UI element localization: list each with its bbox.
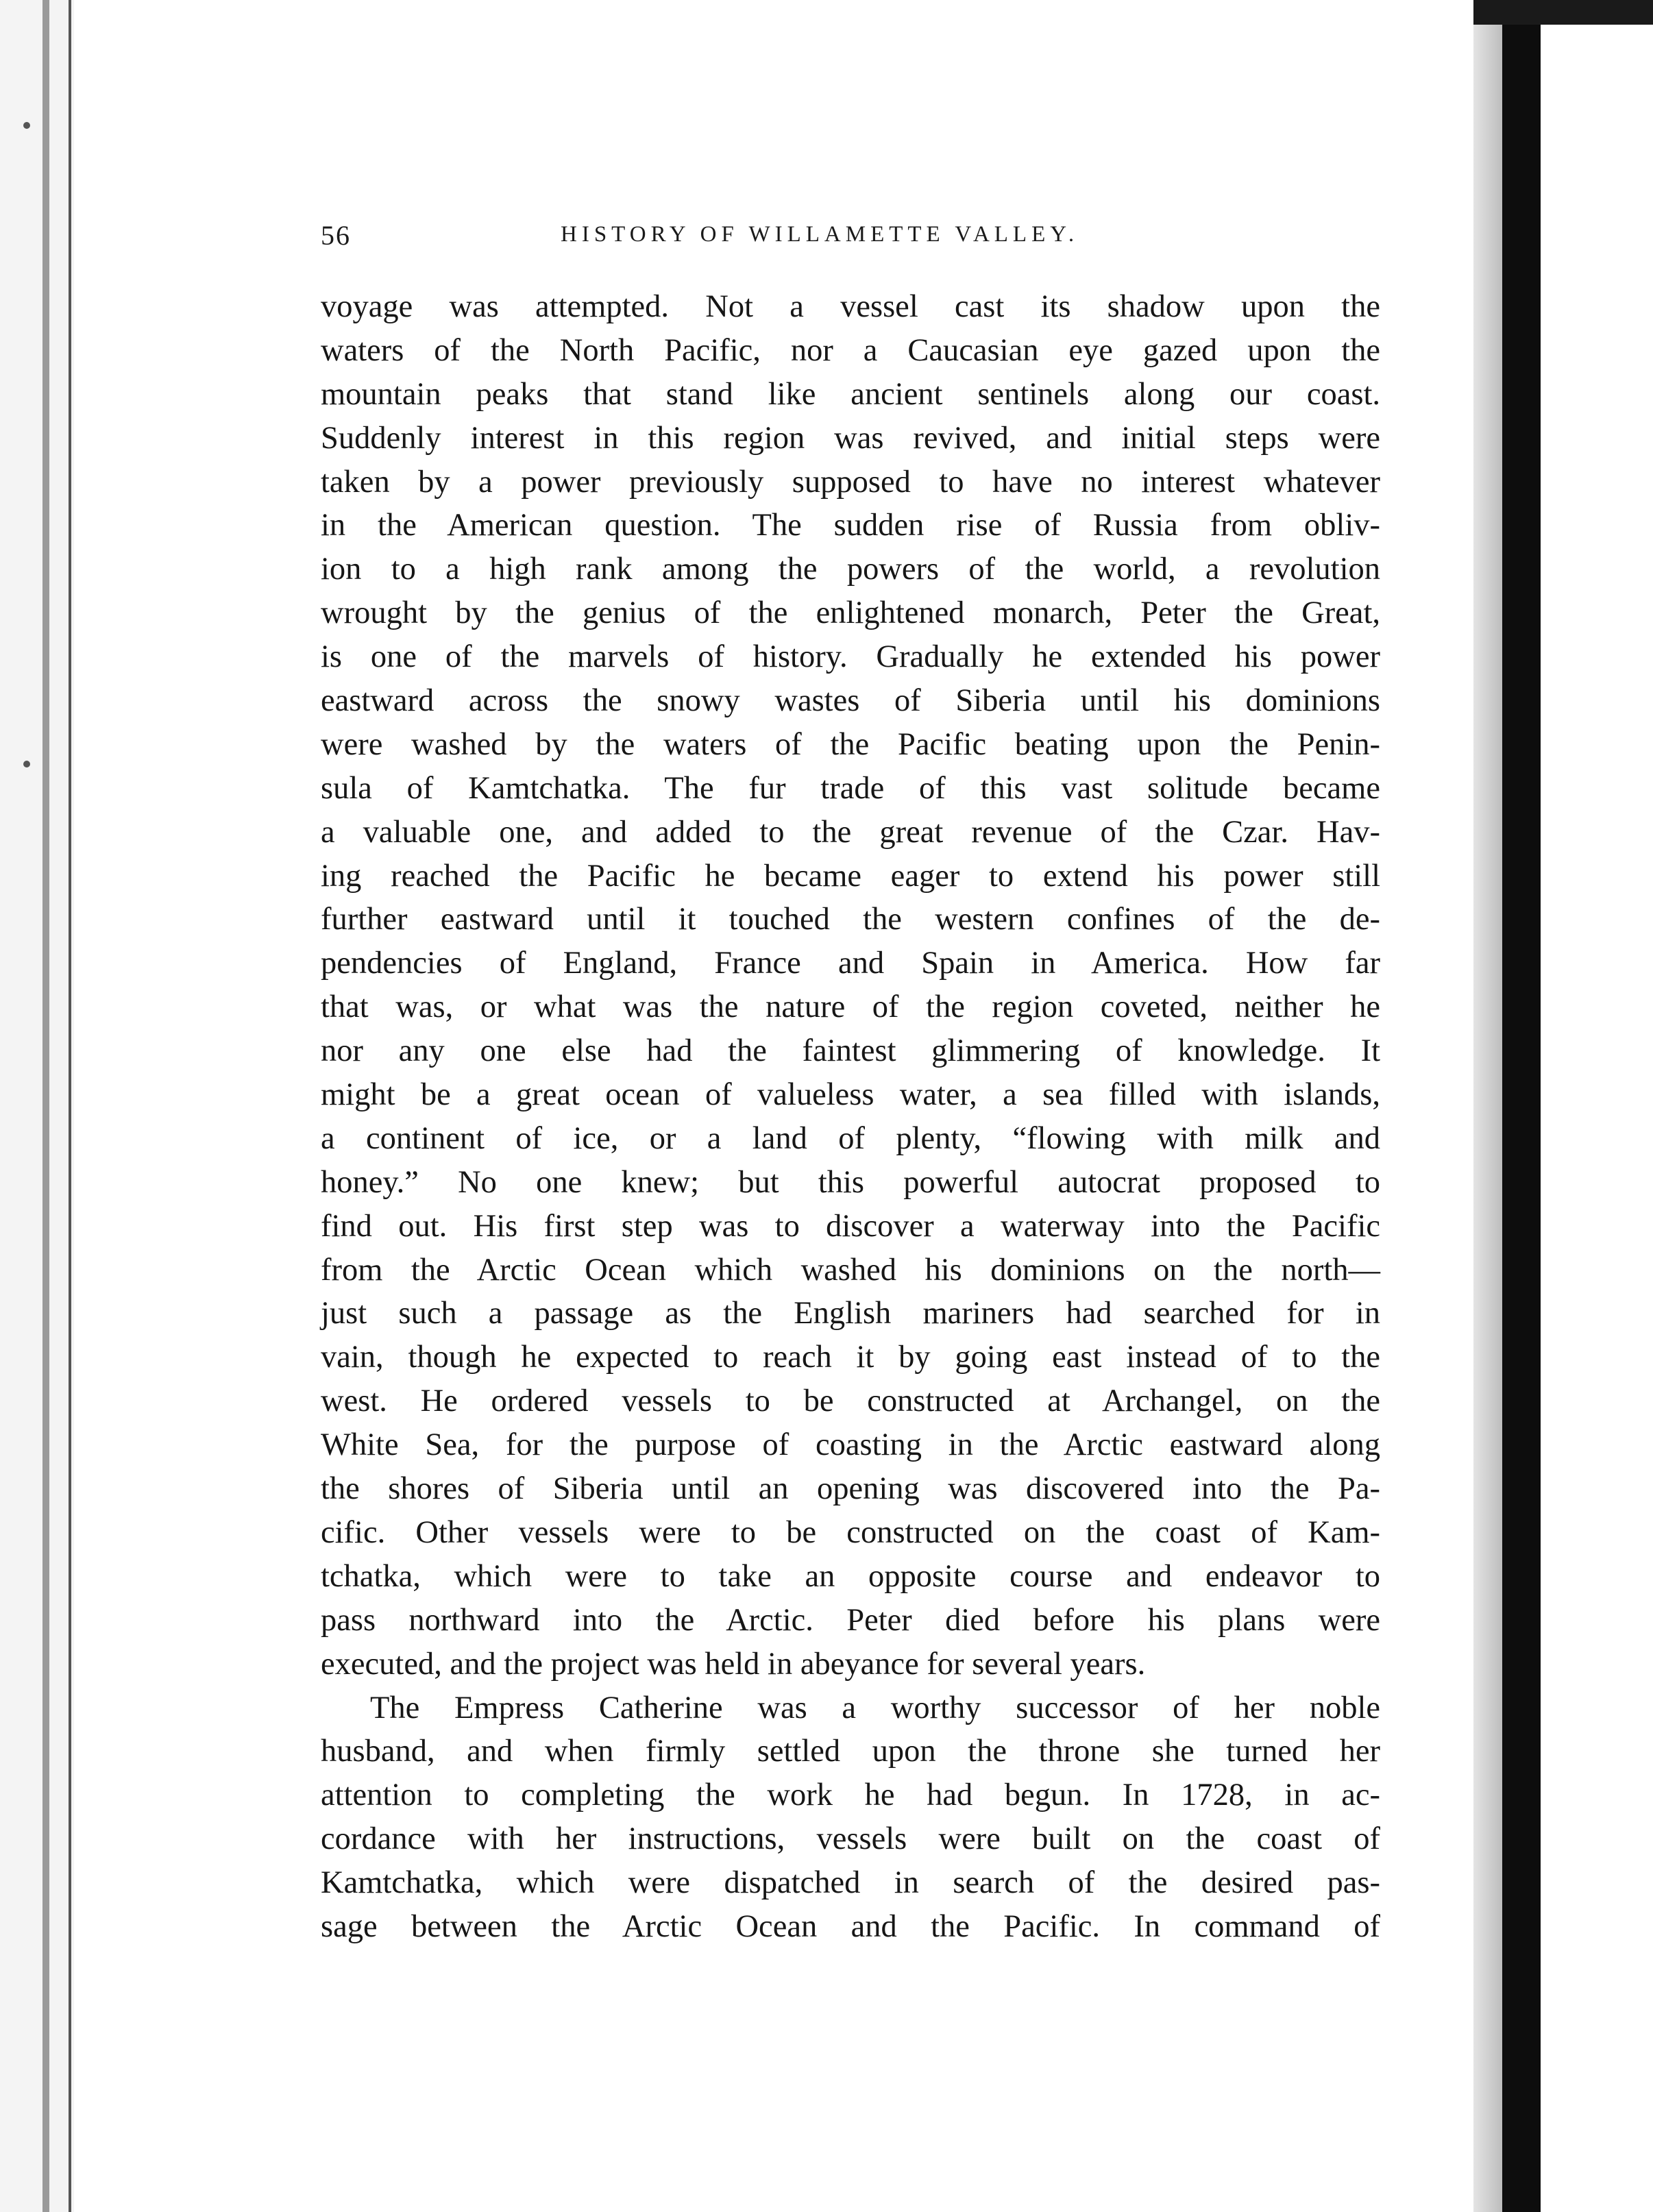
text-line: vain, though he expected to reach it by going east instead of to the	[321, 1340, 1380, 1375]
text-line: nor any one else had the faintest glimmering of knowledge. It	[321, 1033, 1380, 1069]
text-line: The Empress Catherine was a worthy successor of her noble	[370, 1690, 1380, 1725]
body-text	[321, 285, 1380, 1949]
text-line: ing reached the Pacific he became eager to extend his power still	[321, 858, 1380, 894]
paragraph	[321, 285, 1380, 1686]
text-line: White Sea, for the purpose of coasting in the Arctic eastward along	[321, 1427, 1380, 1463]
text-line: Kamtchatka, which were dispatched in search of the desired pas-	[321, 1865, 1380, 1901]
paragraph	[321, 1686, 1380, 1949]
scan-dust-mark	[23, 122, 30, 129]
text-line: from the Arctic Ocean which washed his dominions on the north—	[321, 1252, 1380, 1288]
scan-dust-mark	[23, 761, 30, 767]
scanner-top-edge	[1473, 0, 1653, 25]
text-line: pass northward into the Arctic. Peter died before his plans were	[321, 1602, 1380, 1638]
page-number: 56	[321, 220, 351, 251]
text-line: eastward across the snowy wastes of Siberia until his dominions	[321, 683, 1380, 719]
text-line: cordance with her instructions, vessels were built on the coast of	[321, 1821, 1380, 1857]
text-line: might be a great ocean of valueless water, a sea filled with islands,	[321, 1077, 1380, 1113]
text-line: further eastward until it touched the western confines of the de-	[321, 902, 1380, 937]
text-line: attention to completing the work he had begun. In 1728, in ac-	[321, 1778, 1380, 1813]
text-line: the shores of Siberia until an opening was discovered into the Pa-	[321, 1471, 1380, 1507]
text-line: honey.” No one knew; but this powerful autocrat proposed to	[321, 1164, 1380, 1200]
text-line: waters of the North Pacific, nor a Caucasian eye gazed upon the	[321, 332, 1380, 368]
text-line: pendencies of England, France and Spain in America. How far	[321, 946, 1380, 981]
text-line: voyage was attempted. Not a vessel cast its shadow upon the	[321, 289, 1380, 324]
scanner-left-margin	[0, 0, 74, 2212]
page-gutter-shadow	[1473, 0, 1502, 2212]
text-line: wrought by the genius of the enlightened monarch, Peter the Great,	[321, 595, 1380, 631]
text-line: tchatka, which were to take an opposite course and endeavor to	[321, 1558, 1380, 1594]
text-line: mountain peaks that stand like ancient sentinels along our coast.	[321, 376, 1380, 412]
text-line: a valuable one, and added to the great revenue of the Czar. Hav-	[321, 814, 1380, 850]
text-line: is one of the marvels of history. Gradually he extended his power	[321, 639, 1380, 675]
text-line: husband, and when firmly settled upon the throne she turned her	[321, 1734, 1380, 1769]
page-left-edge-line	[69, 0, 71, 2212]
scanner-right-margin	[1541, 0, 1653, 2212]
text-line: just such a passage as the English mariners had searched for in	[321, 1296, 1380, 1331]
text-line: ion to a high rank among the powers of the world, a revolution	[321, 552, 1380, 587]
book-spine-shadow	[1502, 25, 1541, 2212]
running-head	[321, 219, 1380, 260]
text-line: were washed by the waters of the Pacific beating upon the Penin-	[321, 726, 1380, 762]
running-head-title: HISTORY OF WILLAMETTE VALLEY.	[561, 222, 1079, 247]
text-line: west. He ordered vessels to be constructed at Archangel, on the	[321, 1384, 1380, 1419]
text-line: that was, or what was the nature of the region coveted, neither he	[321, 990, 1380, 1025]
text-line: sage between the Arctic Ocean and the Pacific. In command of	[321, 1908, 1380, 1944]
scanner-edge-line	[42, 0, 49, 2212]
text-line: in the American question. The sudden rise of Russia from obliv-	[321, 508, 1380, 543]
text-line: Suddenly interest in this region was revived, and initial steps were	[321, 420, 1380, 456]
text-line: find out. His first step was to discover a waterway into the Pacific	[321, 1208, 1380, 1244]
text-line: a continent of ice, or a land of plenty, “flowing with milk and	[321, 1120, 1380, 1156]
text-line: taken by a power previously supposed to have no interest whatever	[321, 464, 1380, 500]
text-line: cific. Other vessels were to be constructed on the coast of Kam-	[321, 1514, 1380, 1550]
text-line: sula of Kamtchatka. The fur trade of this vast solitude became	[321, 770, 1380, 806]
text-line: executed, and the project was held in abeyance for several years.	[321, 1646, 1146, 1682]
